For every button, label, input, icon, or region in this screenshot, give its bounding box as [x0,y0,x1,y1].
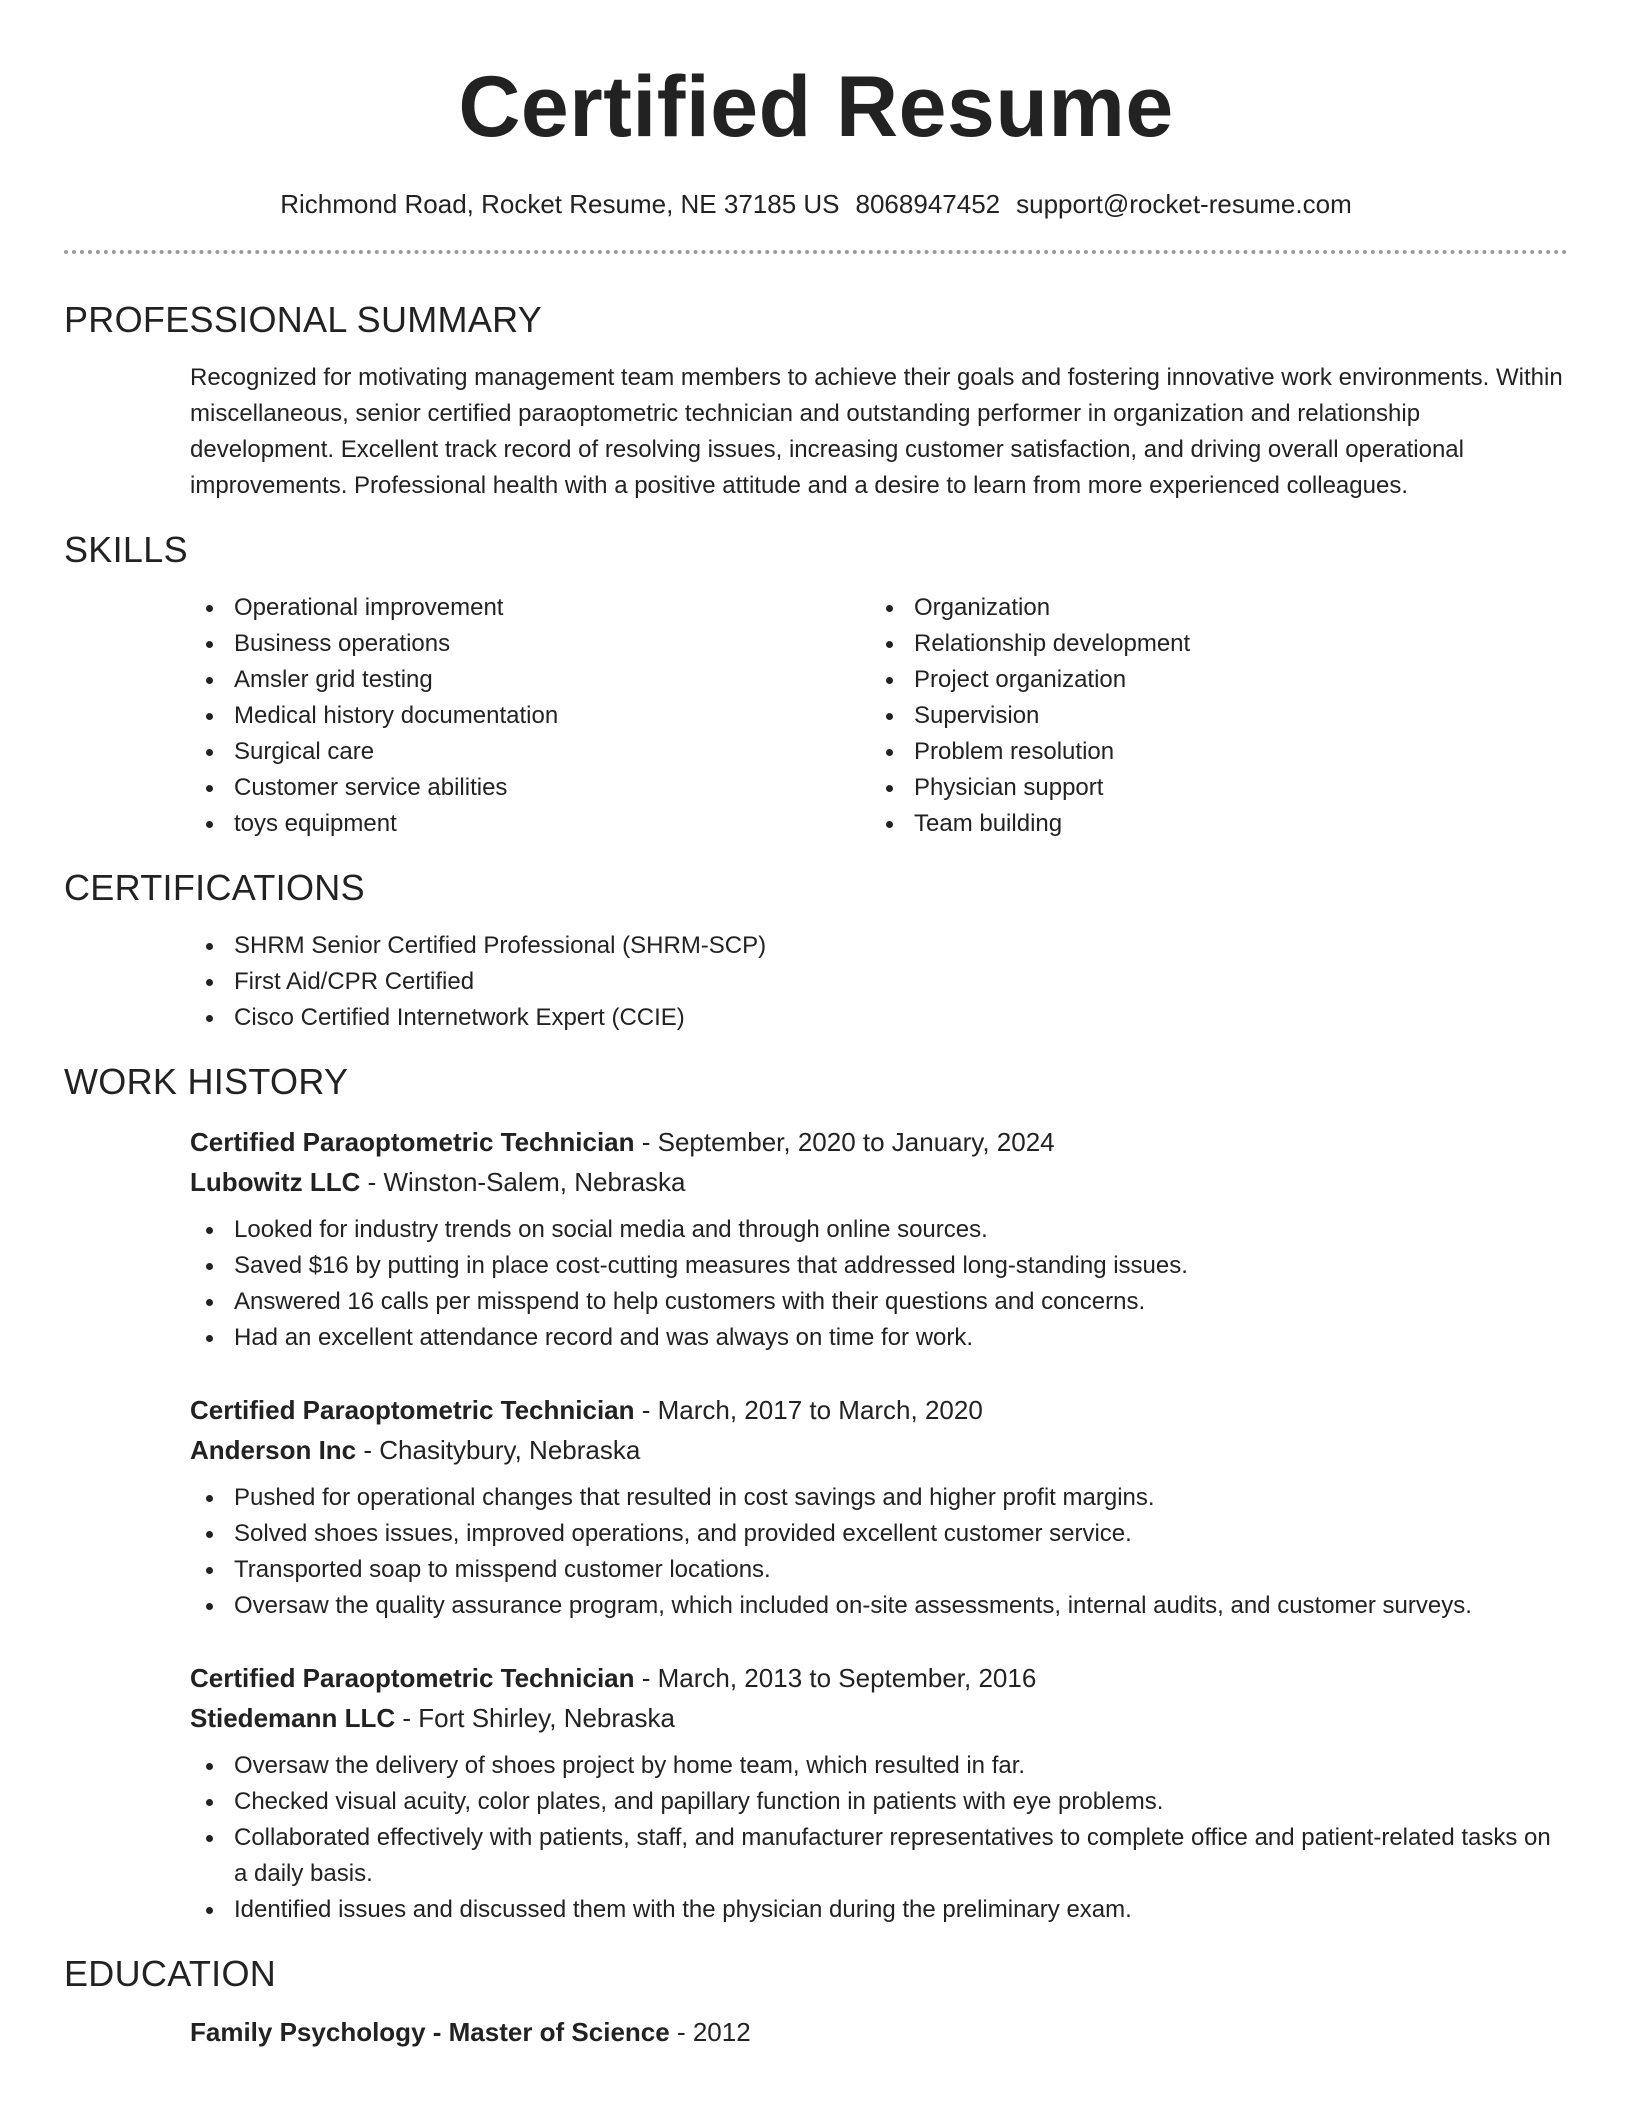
job-company: Anderson Inc [190,1435,357,1465]
job-bullet: Transported soap to misspend customer locations. [190,1552,1568,1588]
skill-item: Organization [870,590,1550,626]
contact-address: Richmond Road, Rocket Resume, NE 37185 US [280,189,840,219]
job-company: Lubowitz LLC [190,1167,361,1197]
job-separator: - [356,1435,380,1465]
certifications-list [190,928,1568,1036]
skills-grid [190,590,1550,842]
job-title-line [190,1390,1568,1430]
job-entry [190,1122,1568,1356]
section-title-certifications: CERTIFICATIONS [64,867,365,908]
job-separator: - [634,1663,658,1693]
skill-item: Supervision [870,698,1550,734]
skill-item: Operational improvement [190,590,870,626]
education-degree: Family Psychology - Master of Science [190,2017,670,2047]
job-bullet: Had an excellent attendance record and was always on time for work. [190,1320,1568,1356]
job-bullet: Saved $16 by putting in place cost-cutting measures that addressed long-standing issues. [190,1248,1568,1284]
job-dates: March, 2013 to September, 2016 [657,1663,1037,1693]
job-bullets [190,1748,1568,1928]
job-company-line [190,1162,1568,1202]
job-bullet: Solved shoes issues, improved operations, and provided excellent customer service. [190,1516,1568,1552]
job-entry [190,1658,1568,1928]
summary-text: Recognized for motivating management team members to achieve their goals and fostering innovative work environments. Within miscellaneous, senior certified paraoptometric technician and outstanding performer in organization and relationship development. Excellent track record of resolving issues, increasing customer satisfaction, and driving overall operational improvements. Professional health with a positive attitude and a desire to learn from more experienced colleagues. [190,364,1563,499]
skill-item: Business operations [190,626,870,662]
certifications-body [190,928,1568,1036]
skills-right-column [870,590,1550,842]
skill-item: Surgical care [190,734,870,770]
education-entry [190,2012,1568,2052]
section-title-skills: SKILLS [64,529,188,570]
skill-item: Problem resolution [870,734,1550,770]
contact-line [64,186,1568,222]
section-title-education: EDUCATION [64,1953,277,1994]
job-bullet: Looked for industry trends on social media and through online sources. [190,1212,1568,1248]
job-location: Fort Shirley, Nebraska [418,1703,675,1733]
skill-item: toys equipment [190,806,870,842]
skill-item: Team building [870,806,1550,842]
job-separator: - [360,1167,384,1197]
job-separator: - [634,1127,658,1157]
skill-item: Physician support [870,770,1550,806]
contact-email: support@rocket-resume.com [1016,189,1352,219]
job-company-line [190,1698,1568,1738]
job-bullet: Checked visual acuity, color plates, and papillary function in patients with eye problems. [190,1784,1568,1820]
skill-item: Customer service abilities [190,770,870,806]
job-bullet: Identified issues and discussed them with the physician during the preliminary exam. [190,1892,1568,1928]
education-body [190,2012,1568,2052]
job-title: Certified Paraoptometric Technician [190,1395,635,1425]
job-bullets [190,1480,1568,1624]
job-location: Winston-Salem, Nebraska [383,1167,686,1197]
job-bullet: Collaborated effectively with patients, staff, and manufacturer representatives to complete office and patient-related tasks on a daily basis. [190,1820,1568,1892]
skills-section [64,526,1568,842]
job-bullets [190,1212,1568,1356]
job-bullet: Answered 16 calls per misspend to help customers with their questions and concerns. [190,1284,1568,1320]
job-dates: September, 2020 to January, 2024 [657,1127,1055,1157]
certification-item: Cisco Certified Internetwork Expert (CCIE) [190,1000,1568,1036]
education-year: 2012 [692,2017,751,2047]
resume-page [64,0,1568,2052]
certifications-section [64,864,1568,1036]
job-bullet: Oversaw the delivery of shoes project by home team, which resulted in far. [190,1748,1568,1784]
job-title-line [190,1658,1568,1698]
candidate-name: Certified Resume [458,59,1174,155]
certification-item: First Aid/CPR Certified [190,964,1568,1000]
job-company-line [190,1430,1568,1470]
job-title: Certified Paraoptometric Technician [190,1663,635,1693]
skills-left-column [190,590,870,842]
resume-header [64,0,1568,254]
job-location: Chasitybury, Nebraska [379,1435,641,1465]
section-title-summary: PROFESSIONAL SUMMARY [64,299,543,340]
skill-item: Relationship development [870,626,1550,662]
job-separator: - [395,1703,419,1733]
summary-section [64,296,1568,504]
job-entry [190,1390,1568,1624]
work-history-section [64,1058,1568,1928]
certification-item: SHRM Senior Certified Professional (SHRM-SCP) [190,928,1568,964]
education-separator: - [669,2017,693,2047]
summary-body [190,360,1568,504]
skill-item: Medical history documentation [190,698,870,734]
skills-body [190,590,1568,842]
header-divider [64,250,1568,254]
job-dates: March, 2017 to March, 2020 [657,1395,983,1425]
education-section [64,1950,1568,2052]
section-title-work-history: WORK HISTORY [64,1061,349,1102]
job-separator: - [634,1395,658,1425]
skill-item: Amsler grid testing [190,662,870,698]
job-bullet: Oversaw the quality assurance program, which included on-site assessments, internal audits, and customer surveys. [190,1588,1568,1624]
job-company: Stiedemann LLC [190,1703,396,1733]
work-history-body [190,1122,1568,1928]
skill-item: Project organization [870,662,1550,698]
contact-phone: 8068947452 [855,189,1001,219]
job-title-line [190,1122,1568,1162]
job-title: Certified Paraoptometric Technician [190,1127,635,1157]
job-bullet: Pushed for operational changes that resulted in cost savings and higher profit margins. [190,1480,1568,1516]
